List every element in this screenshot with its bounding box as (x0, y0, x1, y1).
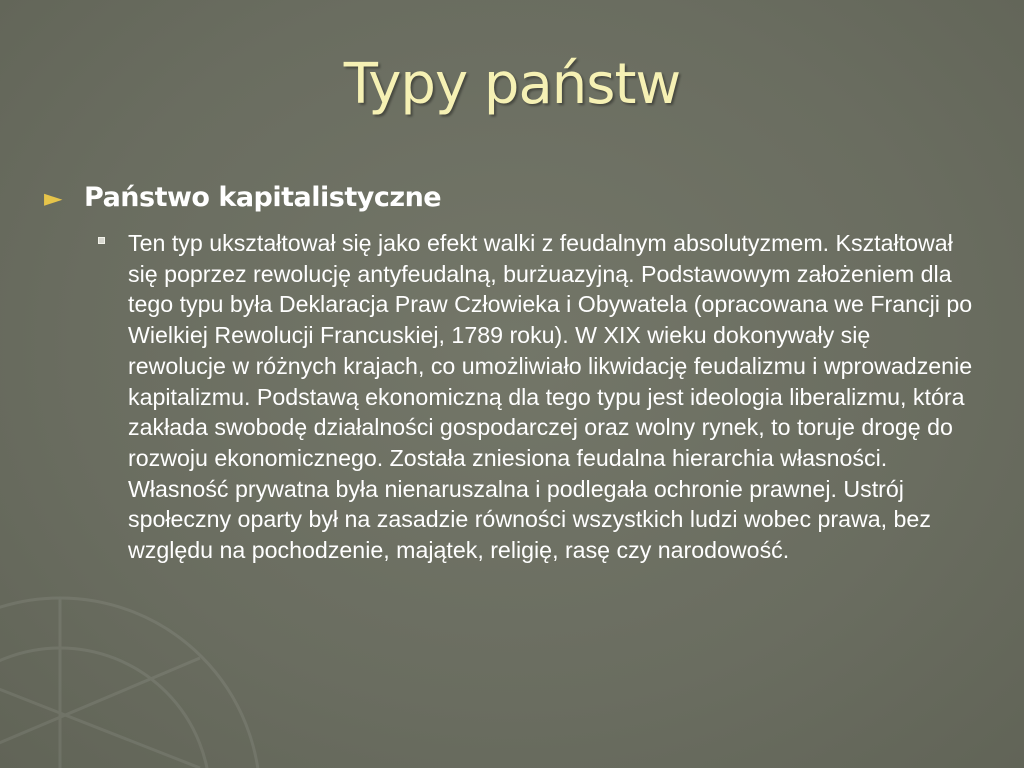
bullet-heading: Państwo kapitalistyczne (84, 182, 442, 213)
sub-bullet-item (98, 228, 978, 566)
sub-bullet-text: Ten typ ukształtował się jako efekt walki z feudalnym absolutyzmem. Kształtował się poprzez rewolucję antyfeudalną, burżuazyjną. Podstawowym założeniem dla tego typu była Deklaracja Praw Człowieka i Obywatela (opracowana we Francji po Wielkiej Rewolucji Francuskiej, 1789 roku). W XIX wieku dokonywały się rewolucje w różnych krajach, co umożliwiało likwidację feudalizmu i wprowadzenie kapitalizmu. Podstawą ekonomiczną dla tego typu jest ideologia liberalizmu, która zakłada swobodę działalności gospodarczej oraz wolny rynek, to toruje drogę do rozwoju ekonomicznego. Została zniesiona feudalna hierarchia własności. Własność prywatna była nienaruszalna i podlegała ochronie prawnej. Ustrój społeczny oparty był na zasadzie równości wszystkich ludzi wobec prawa, bez względu na pochodzenie, majątek, religię, rasę czy narodowość. (128, 230, 973, 564)
bullet-item (44, 182, 441, 213)
square-bullet-icon (98, 228, 128, 244)
slide-title: Typy państw (343, 52, 681, 117)
triangle-right-icon: ► (44, 183, 63, 212)
compass-watermark-icon (0, 538, 420, 768)
